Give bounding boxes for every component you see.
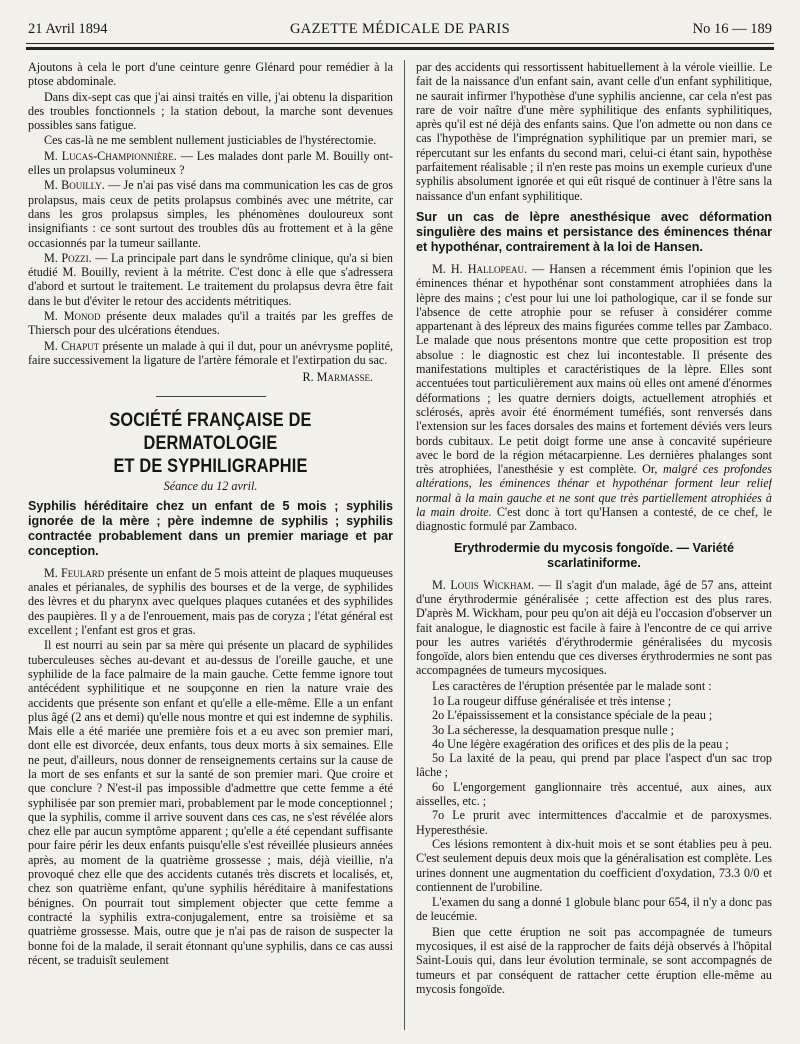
header-rule-thick <box>26 47 774 50</box>
speaker-name: M. Pozzi. <box>44 250 92 265</box>
page-number: No 16 — 189 <box>692 20 772 37</box>
list-item: 2o L'épaississement et la consistance spéciale de la peau ; <box>432 708 713 723</box>
article-title: Sur un cas de lèpre anesthésique avec déformation singulière des mains et persistance des éminences thénar et hypothénar, contrairement à la loi de Hansen. <box>416 209 772 254</box>
paragraph: par des accidents qui ressortissent habituellement à la vérole vieillie. Le fait de la naissance d'un enfant sain, avant celle d'un enfant syphilitique, ne saurait infirmer l'hypothèse d'une syphilis ancienne, car cela n'est pas rare de voir naître d'une mère syphilitique des enfants syphilitiques, après qu'il est né déjà des enfants sains. Que l'on admette ou non dans ce cas l'hypothèse de l'imprégnation syphilitique par un premier mari, se répercutant sur les enfants du second mari, celui-ci étant sain, hypothèse parfaitement réalisable ; il n'en reste pas moins un exemple curieux d'une syphilis absolument ignorée et qui eût risqué de continuer à l'être sans la naissance d'un enfant syphilitique. <box>416 60 772 203</box>
speaker-name: M. Bouilly. <box>44 178 105 193</box>
list-item: 6o L'engorgement ganglionnaire très accentué, aux aines, aux aisselles, etc. ; <box>416 779 772 809</box>
paragraph: Ces lésions remontent à dix-huit mois et se sont établies peu à peu. C'est seulement depuis deux mois que la généralisation est complète. Les urines donnent une augmentation du coefficient d'oxydation, 73.3 0/0 et contiennent de l'urobiline. <box>416 836 772 894</box>
paragraph: M. Lucas-Championnière. — Les malades dont parle M. Bouilly ont-elles un prolapsus volumineux ? <box>28 148 393 178</box>
session-date: Séance du 12 avril. <box>163 478 258 493</box>
paragraph: M. Bouilly. — Je n'ai pas visé dans ma communication les cas de gros prolapsus, mais ceux de petits prolapsus combinés avec une métrite, car dans les gros prolapsus simples, les phénomènes douloureux sont insignifiants : ce sont surtout des troubles dûs au frottement et à la gêne occasionnés par la tumeur saillante. <box>28 178 393 250</box>
article-title: Erythrodermie du mycosis fongoïde. — Variété scarlatiniforme. <box>454 540 734 570</box>
header-rule-thin <box>26 43 774 44</box>
list-item: 1o La rougeur diffuse généralisée et très intense ; <box>432 693 672 708</box>
paragraph: Il est nourri au sein par sa mère qui présente un placard de syphilides tuberculeuses sèches au-devant et au-dessus de l'oreille gauche, et une syphilide de la face palmaire de la main gauche. Cette femme ignore tout antécédent syphilitique et ne soupçonne en rien la nature vraie des accidents que présente son enfant et qu'elle a elle-même. Elle a un enfant plus âgé (2 ans et demi) qu'elle nous montre et qui est indemne de syphilis. Mais elle a été mariée une première fois et a eu avec son premier mari, dont elle est divorcée, deux enfants, tous deux morts à six semaines. Elle ne peut, d'ailleurs, nous donner de renseignements certains sur la cause de la mort de ses enfants et sur la santé de son premier mari. Que croire et que conclure ? N'est-il pas impossible d'admettre que cette femme a été syphilisée par son premier mari, probablement par le mode conceptionnel ; que la syphilis, comme il arrive souvent dans ces cas, ne s'est révélée alors chez elle par aucun symptôme apparent ; qu'elle a été cependant suffisante pour faire périr les deux enfants puisqu'elle s'est réveillée plusieurs années après, au moment de la quatrième grossesse ; mais, déjà vieillie, n'a provoqué chez elle que des accidents cutanés très discrets et localisés, et, chez son quatrième enfant, qu'une syphilis héréditaire à manifestations bénignes. On pourrait tout simplement objecter que cette femme a contracté la syphilis extra-conjugalement, entre sa troisième et sa quatrième grossesse. Mais, outre que je n'ai pas de raison de suspecter la bonne foi de la malade, il serait étonnant qu'une syphilis, dans ce cas aussi récent, se traduisît seulement <box>28 638 393 967</box>
page-header <box>28 18 772 40</box>
speaker-name: M. Louis Wickham. <box>432 577 534 592</box>
paragraph: Ces cas-là ne me semblent nullement justiciables de l'hystérectomie. <box>44 133 377 148</box>
paragraph: M. Chaput présente un malade à qui il dut, pour un anévrysme poplité, faire successivement la ligature de l'artère fémorale et l'extirpation du sac. <box>28 338 393 367</box>
paragraph: Ajoutons à cela le port d'une ceinture genre Glénard pour remédier à la ptose abdominale. <box>28 60 393 89</box>
header-date: 21 Avril 1894 <box>28 20 108 37</box>
italic-passage: malgré ces profondes altérations, les éminences thénar et hypothénar forment leur relief normal à la main gauche et ne sont que très partiellement atrophiées à la main droite. <box>416 462 772 520</box>
left-column <box>28 60 393 1035</box>
paragraph: L'examen du sang a donné 1 globule blanc pour 654, il n'y a donc pas de leucémie. <box>416 895 772 924</box>
article-title: Syphilis héréditaire chez un enfant de 5 mois ; syphilis ignorée de la mère ; père indemne de syphilis ; syphilis contractée probablement dans un premier mariage et par conception. <box>28 498 393 558</box>
speaker-name: M. Monod <box>44 309 101 324</box>
paragraph: M. H. Hallopeau. — Hansen a récemment émis l'opinion que les éminences thénar et hypothénar sont constamment atrophiées dans la lèpre des mains ; c'est pour lui une loi pathologique, car il se fonde sur l'absence de cette atrophie pour se refuser à considérer comme appartenant à des lépreux des mains figurées comme telles par Zambaco. Le malade que nous présentons montre que cette proposition est trop absolue : le diagnostic est chez lui incontestable. Il présente des manifestations multiples et caractéristiques de la lèpre. Elles sont accentuées tout particulièrement aux mains où elles ont amené d'énormes déformations ; les quatre derniers doigts, actuellement atrophiés et sclérosés, après avoir été énormément tuméfiés, sont renversés dans l'extension sur les faces dorsales des mains et fortement déviés vers leurs bords cubitaux. Le petit doigt forme une anse à concavité supérieure avec le bord de la région métacarpienne. Les dernières phalanges sont très atrophiées, l'anesthésie y est complète. Or, malgré ces profondes altérations, les éminences thénar et hypothénar forment leur relief normal à la main gauche et ne sont que très partiellement atrophiées à la main droite. C'est donc à tort qu'Hansen a contesté, de ce chef, le diagnostic formulé par Zambaco. <box>416 261 772 534</box>
section-separator <box>156 396 266 397</box>
list-item: 4o Une légère exagération des orifices et des plis de la peau ; <box>432 736 729 751</box>
speaker-name: M. Feulard <box>44 565 105 580</box>
paragraph: M. Pozzi. — La principale part dans le syndrôme clinique, qu'a si bien étudié M. Bouilly, revient à la métrite. C'est donc à elle que s'adressera d'abord et surtout le traitement. Le traitement du prolapsus devra être fait dans le but d'éviter le retour des accidents métritiques. <box>28 250 393 308</box>
paragraph: M. Louis Wickham. — Il s'agit d'un malade, âgé de 57 ans, atteint d'une érythrodermie généralisée ; cette affection est des plus rares. D'après M. Wickham, pour peu qu'on ait déjà eu l'occasion d'observer un fait analogue, le diagnostic est facile à faire à l'encontre de ce qui arrive pour les autres variétés d'érythrodermie généralisées du mycosis fongoïde, alors bien entendu que ces diverses érythrodermies ne sont pas accompagnées de tumeurs mycosiques. <box>416 577 772 678</box>
society-title-line2: ET DE SYPHILIGRAPHIE <box>113 455 308 477</box>
paragraph: Les caractères de l'éruption présentée par le malade sont : <box>432 678 712 693</box>
paragraph: Dans dix-sept cas que j'ai ainsi traités en ville, j'ai obtenu la disparition des troubles fonctionnels ; la station debout, la marche sont devenues possibles sans fatigue. <box>28 89 393 133</box>
list-item: 5o La laxité de la peau, qui prend par place l'aspect d'un sac trop lâche ; <box>416 751 772 780</box>
society-title-line1: SOCIÉTÉ FRANÇAISE DE DERMATOLOGIE <box>109 409 312 454</box>
journal-title: GAZETTE MÉDICALE DE PARIS <box>289 20 511 37</box>
speaker-name: M. H. Hallopeau. <box>432 261 528 276</box>
signature: R. Marmasse. <box>302 370 373 385</box>
list-item: 7o Le prurit avec intermittences d'accalmie et de paroxysmes. Hyperesthésie. <box>416 808 772 837</box>
paragraph: M. Feulard présente un enfant de 5 mois atteint de plaques muqueuses anales et périanales, de syphilis des bourses et de la verge, de syphilides des lèvres et du pharynx avec quelques plaques cutanées et des syphilides des paupières. Il y a de l'enrouement, mais pas de coryza ; l'état général est excellent ; l'enfant est gros et gras. <box>28 565 393 638</box>
speaker-name: M. Lucas-Championnière. <box>44 148 177 163</box>
right-column <box>416 60 772 1035</box>
speaker-name: M. Chaput <box>44 338 100 353</box>
paragraph: Bien que cette éruption ne soit pas accompagnée de tumeurs mycosiques, il est aisé de la rapprocher de faits déjà observés à l'hôpital Saint-Louis qui, dans leur évolution terminale, se sont accompagnés de tumeurs et par conséquent de rattacher cette éruption elle-même au mycosis fongoïde. <box>416 924 772 996</box>
column-divider <box>404 60 405 1030</box>
paragraph: M. Monod présente deux malades qu'il a traités par les greffes de Thiersch pour des ulcérations étendues. <box>28 309 393 338</box>
list-item: 3o La sécheresse, la desquamation presque nulle ; <box>432 722 675 737</box>
